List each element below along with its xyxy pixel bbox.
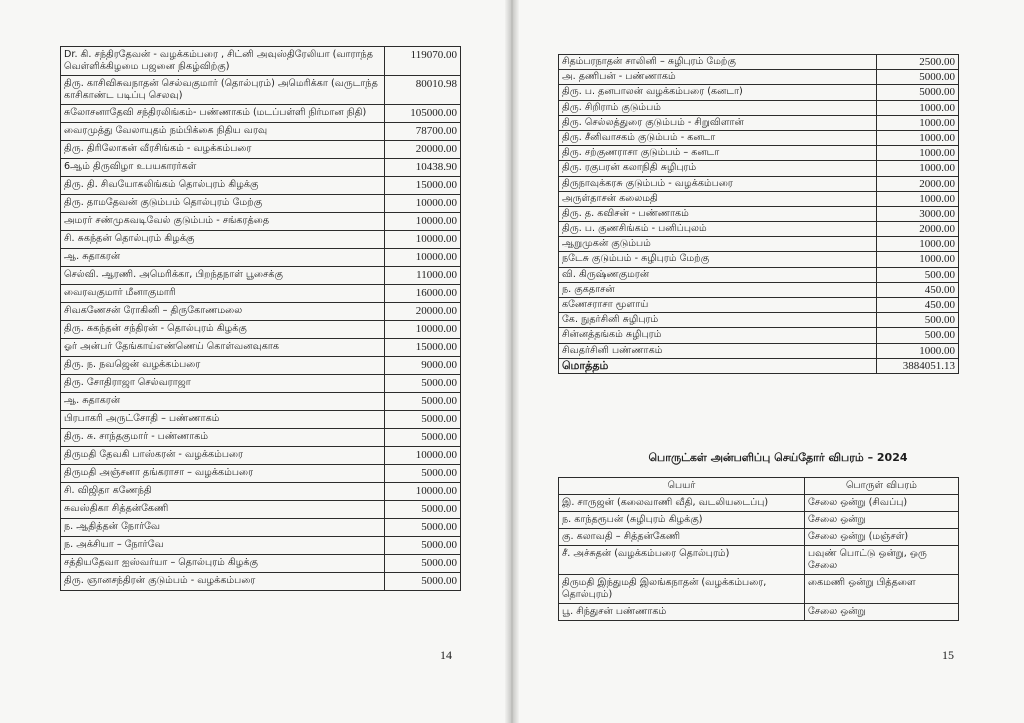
amount-cell: 1000.00 xyxy=(877,130,959,145)
donor-cell: வைரமுத்து வேலாயுதம் நம்பிக்கை நிதிய வரவு xyxy=(61,123,385,141)
amount-cell: 5000.00 xyxy=(385,537,461,555)
donor-cell: திரு. தாமதேவன் குடும்பம் தொல்புரம் மேற்கு xyxy=(61,195,385,213)
donor-cell: ஓர் அன்பர் தேங்காய்எண்ணெய் கொள்வனவுகாக xyxy=(61,339,385,357)
table-row xyxy=(559,130,959,145)
donor-cell: திருமதி அஞ்சனா தங்கராசா – வழக்கம்பரை xyxy=(61,465,385,483)
table-row xyxy=(559,512,959,529)
amount-cell: 78700.00 xyxy=(385,123,461,141)
donor-cell: சுலோசனாதேவி சந்திரலிங்கம்- பண்ணாகம் (மடப்பள்ளி நிர்மான நிதி) xyxy=(61,105,385,123)
amount-cell: 500.00 xyxy=(877,267,959,282)
donor-cell: சிவகணேசன் ரோகினி – திருகோணமலை xyxy=(61,303,385,321)
table-row xyxy=(559,70,959,85)
amount-cell: 1000.00 xyxy=(877,161,959,176)
donor-cell: திரு. ஞானசந்திரன் குடும்பம் - வழக்கம்பரை xyxy=(61,573,385,591)
table-row xyxy=(61,393,461,411)
amount-cell: 500.00 xyxy=(877,328,959,343)
item-detail-cell: சேலை ஒன்று xyxy=(805,604,959,621)
donor-cell: ஆறுமுகன் குடும்பம் xyxy=(559,237,877,252)
table-row xyxy=(559,252,959,267)
table-row xyxy=(559,343,959,358)
table-row xyxy=(559,328,959,343)
donor-cell: சின்னத்தங்கம் சுழிபுரம் xyxy=(559,328,877,343)
table-row xyxy=(559,575,959,604)
amount-cell: 5000.00 xyxy=(385,501,461,519)
donor-cell: திரு. சற்குணராசா குடும்பம் – கனடா xyxy=(559,146,877,161)
items-heading: பொருட்கள் அன்பளிப்பு செய்தோர் விபரம் – 2024 xyxy=(648,451,908,464)
table-row xyxy=(61,375,461,393)
donor-cell: திரு. திரிலோகன் வீரசிங்கம் - வழக்கம்பரை xyxy=(61,141,385,159)
table-row xyxy=(559,206,959,221)
item-detail-cell: கைமணி ஒன்று பித்தளை xyxy=(805,575,959,604)
donor-cell: சுவஸ்திகா சித்தன்கேணி xyxy=(61,501,385,519)
table-row xyxy=(559,146,959,161)
donor-cell: வைரவகுமார் மீனாகுமாரி xyxy=(61,285,385,303)
amount-cell: 10000.00 xyxy=(385,483,461,501)
donor-cell: அமரர் சண்முகவடிவேல் குடும்பம் - சங்கரத்தை xyxy=(61,213,385,231)
table-row xyxy=(61,537,461,555)
amount-cell: 2500.00 xyxy=(877,55,959,70)
table-row xyxy=(559,298,959,313)
donor-cell: திரு. ந. நவஜென் வழக்கம்பரை xyxy=(61,357,385,375)
amount-cell: 1000.00 xyxy=(877,252,959,267)
amount-cell: 5000.00 xyxy=(877,70,959,85)
table-row xyxy=(559,313,959,328)
amount-cell: 500.00 xyxy=(877,313,959,328)
table-row xyxy=(61,465,461,483)
table-row xyxy=(559,237,959,252)
amount-cell: 1000.00 xyxy=(877,100,959,115)
table-row xyxy=(559,604,959,621)
donor-cell: செல்வி. ஆரணி. அமெரிக்கா, பிறந்தநாள் பூசைக்கு xyxy=(61,267,385,285)
items-header-name: பெயர் xyxy=(559,478,805,495)
table-row xyxy=(61,177,461,195)
donor-cell: திரு. சிறிராம் குடும்பம் xyxy=(559,100,877,115)
amount-cell: 5000.00 xyxy=(385,555,461,573)
total-amount: 3884051.13 xyxy=(877,358,959,373)
donor-cell: திரு. ரகுபரன் கலாநிதி சுழிபுரம் xyxy=(559,161,877,176)
items-header-row xyxy=(559,478,959,495)
donor-cell: திருநாவுக்கரசு குடும்பம் - வழக்கம்பரை xyxy=(559,176,877,191)
item-donor-cell: சீ. அச்சுதன் (வழக்கம்பரை தொல்புரம்) xyxy=(559,546,805,575)
donor-cell: திரு. சு. சாந்தகுமார் - பண்ணாகம் xyxy=(61,429,385,447)
table-row xyxy=(559,115,959,130)
amount-cell: 15000.00 xyxy=(385,339,461,357)
amount-cell: 105000.00 xyxy=(385,105,461,123)
table-row xyxy=(61,357,461,375)
total-row xyxy=(559,358,959,373)
amount-cell: 5000.00 xyxy=(385,519,461,537)
table-row xyxy=(559,161,959,176)
donor-cell: ந. ஆதித்தன் நோர்வே xyxy=(61,519,385,537)
page-number-left: 14 xyxy=(440,648,452,662)
table-row xyxy=(61,339,461,357)
donor-cell: திரு. காசிவிசுவநாதன் செல்வகுமார் (தொல்புரம்) அமெரிக்கா (வருடாந்த காசிகாண்ட படிப்பு செலவு) xyxy=(61,76,385,105)
amount-cell: 1000.00 xyxy=(877,343,959,358)
amount-cell: 1000.00 xyxy=(877,115,959,130)
table-row xyxy=(559,546,959,575)
amount-cell: 10438.90 xyxy=(385,159,461,177)
item-detail-cell: சேலை ஒன்று xyxy=(805,512,959,529)
table-row xyxy=(61,501,461,519)
table-row xyxy=(61,159,461,177)
amount-cell: 9000.00 xyxy=(385,357,461,375)
donor-cell: நடேசு குடும்பம் - சுழிபுரம் மேற்கு xyxy=(559,252,877,267)
donor-cell: திரு. ப. குணசிங்கம் - பனிப்புலம் xyxy=(559,222,877,237)
table-row xyxy=(559,176,959,191)
table-row xyxy=(61,249,461,267)
donor-cell: கணேசராசா மூளாய் xyxy=(559,298,877,313)
table-row xyxy=(61,573,461,591)
table-row xyxy=(61,47,461,76)
donor-cell: 6ஆம் திருவிழா உபயகாரர்கள் xyxy=(61,159,385,177)
donor-cell: திரு. ப. தனபாலன் வழக்கம்பரை (கனடா) xyxy=(559,85,877,100)
amount-cell: 1000.00 xyxy=(877,191,959,206)
item-donor-cell: ந. காந்தரூபன் (சுழிபுரம் கிழக்கு) xyxy=(559,512,805,529)
table-row xyxy=(61,231,461,249)
amount-cell: 1000.00 xyxy=(877,146,959,161)
amount-cell: 5000.00 xyxy=(385,429,461,447)
book-gutter xyxy=(505,0,519,723)
left-donations-table xyxy=(60,46,461,591)
amount-cell: 119070.00 xyxy=(385,47,461,76)
table-row xyxy=(559,282,959,297)
table-row xyxy=(559,529,959,546)
donor-cell: கே. நுதர்சினி சுழிபுரம் xyxy=(559,313,877,328)
donor-cell: திரு. த. கவிசன் - பண்ணாகம் xyxy=(559,206,877,221)
amount-cell: 5000.00 xyxy=(385,411,461,429)
donor-cell: திரு. தி. சிவயோகலிங்கம் தொல்புரம் கிழக்கு xyxy=(61,177,385,195)
donor-cell: பிரபாகரி அருட்சோதி – பண்ணாகம் xyxy=(61,411,385,429)
donor-cell: ந. குகதாசன் xyxy=(559,282,877,297)
donor-cell: சி. சுகந்தன் தொல்புரம் கிழக்கு xyxy=(61,231,385,249)
amount-cell: 10000.00 xyxy=(385,213,461,231)
table-row xyxy=(559,55,959,70)
amount-cell: 80010.98 xyxy=(385,76,461,105)
donor-cell: அ. தணிபன் - பண்ணாகம் xyxy=(559,70,877,85)
item-donor-cell: திருமதி இந்துமதி இலங்கநாதன் (வழக்கம்பரை, தொல்புரம்) xyxy=(559,575,805,604)
amount-cell: 5000.00 xyxy=(385,573,461,591)
total-label: மொத்தம் xyxy=(559,358,877,373)
amount-cell: 10000.00 xyxy=(385,231,461,249)
amount-cell: 20000.00 xyxy=(385,303,461,321)
item-donor-cell: கு. கலாவதி – சித்தன்கேணி xyxy=(559,529,805,546)
donor-cell: திரு. சீனிவாசகம் குடும்பம் - கனடா xyxy=(559,130,877,145)
item-detail-cell: சேலை ஒன்று (மஞ்சள்) xyxy=(805,529,959,546)
table-row xyxy=(61,519,461,537)
item-donor-cell: இ. சாருஜன் (கலைவாணி வீதி, வடலியடைப்பு) xyxy=(559,495,805,512)
amount-cell: 5000.00 xyxy=(877,85,959,100)
donor-cell: சிவதர்சினி பண்ணாகம் xyxy=(559,343,877,358)
table-row xyxy=(61,483,461,501)
amount-cell: 11000.00 xyxy=(385,267,461,285)
donor-cell: சத்தியதேவா ஐஸ்வர்யா – தொல்புரம் கிழக்கு xyxy=(61,555,385,573)
amount-cell: 5000.00 xyxy=(385,375,461,393)
table-row xyxy=(61,76,461,105)
amount-cell: 10000.00 xyxy=(385,195,461,213)
page-number-right: 15 xyxy=(942,648,954,662)
amount-cell: 10000.00 xyxy=(385,447,461,465)
table-row xyxy=(61,105,461,123)
amount-cell: 450.00 xyxy=(877,282,959,297)
donor-cell: திருமதி தேவகி பாஸ்கரன் - வழக்கம்பரை xyxy=(61,447,385,465)
table-row xyxy=(61,429,461,447)
donor-cell: சி. விஜிதா கணேந்தி xyxy=(61,483,385,501)
amount-cell: 2000.00 xyxy=(877,176,959,191)
donor-cell: ஆ. சுதாகரன் xyxy=(61,393,385,411)
amount-cell: 16000.00 xyxy=(385,285,461,303)
amount-cell: 1000.00 xyxy=(877,237,959,252)
table-row xyxy=(61,447,461,465)
amount-cell: 450.00 xyxy=(877,298,959,313)
table-row xyxy=(559,191,959,206)
item-detail-cell: சேலை ஒன்று (சிவப்பு) xyxy=(805,495,959,512)
table-row xyxy=(61,285,461,303)
donor-cell: அருள்தாசன் கலைமதி xyxy=(559,191,877,206)
amount-cell: 20000.00 xyxy=(385,141,461,159)
right-donations-table xyxy=(558,54,959,374)
amount-cell: 3000.00 xyxy=(877,206,959,221)
donor-cell: ந. அக்சியா – நோர்வே xyxy=(61,537,385,555)
amount-cell: 5000.00 xyxy=(385,465,461,483)
amount-cell: 2000.00 xyxy=(877,222,959,237)
table-row xyxy=(559,495,959,512)
table-row xyxy=(61,141,461,159)
items-header-detail: பொருள் விபரம் xyxy=(805,478,959,495)
amount-cell: 15000.00 xyxy=(385,177,461,195)
table-row xyxy=(559,100,959,115)
donor-cell: Dr. கி. சந்திரதேவன் - வழக்கம்பரை , சிட்னி அவுஸ்திரேலியா (வாராந்த வெள்ளிக்கிழமை பஜனை நிகழ்விற்கு) xyxy=(61,47,385,76)
table-row xyxy=(559,222,959,237)
table-row xyxy=(61,267,461,285)
amount-cell: 10000.00 xyxy=(385,249,461,267)
donor-cell: திரு. சோதிராஜா செல்வராஜா xyxy=(61,375,385,393)
item-donor-cell: பூ. சிந்துசன் பண்ணாகம் xyxy=(559,604,805,621)
table-row xyxy=(61,303,461,321)
donor-cell: ஆ. சுதாகரன் xyxy=(61,249,385,267)
amount-cell: 10000.00 xyxy=(385,321,461,339)
table-row xyxy=(61,123,461,141)
table-row xyxy=(61,555,461,573)
table-row xyxy=(61,321,461,339)
table-row xyxy=(559,267,959,282)
donor-cell: திரு. சுகந்தன் சந்திரன் - தொல்புரம் கிழக்கு xyxy=(61,321,385,339)
table-row xyxy=(559,85,959,100)
donor-cell: வி. கிருஷ்ணகுமரன் xyxy=(559,267,877,282)
table-row xyxy=(61,213,461,231)
amount-cell: 5000.00 xyxy=(385,393,461,411)
table-row xyxy=(61,411,461,429)
donor-cell: சிதம்பரநாதன் சாலினி – சுழிபுரம் மேற்கு xyxy=(559,55,877,70)
item-detail-cell: பவுண் பொட்டு ஒன்று, ஒரு சேலை xyxy=(805,546,959,575)
table-row xyxy=(61,195,461,213)
donor-cell: திரு. செல்லத்துரை குடும்பம் - சிறுவிளான் xyxy=(559,115,877,130)
items-table xyxy=(558,477,959,621)
